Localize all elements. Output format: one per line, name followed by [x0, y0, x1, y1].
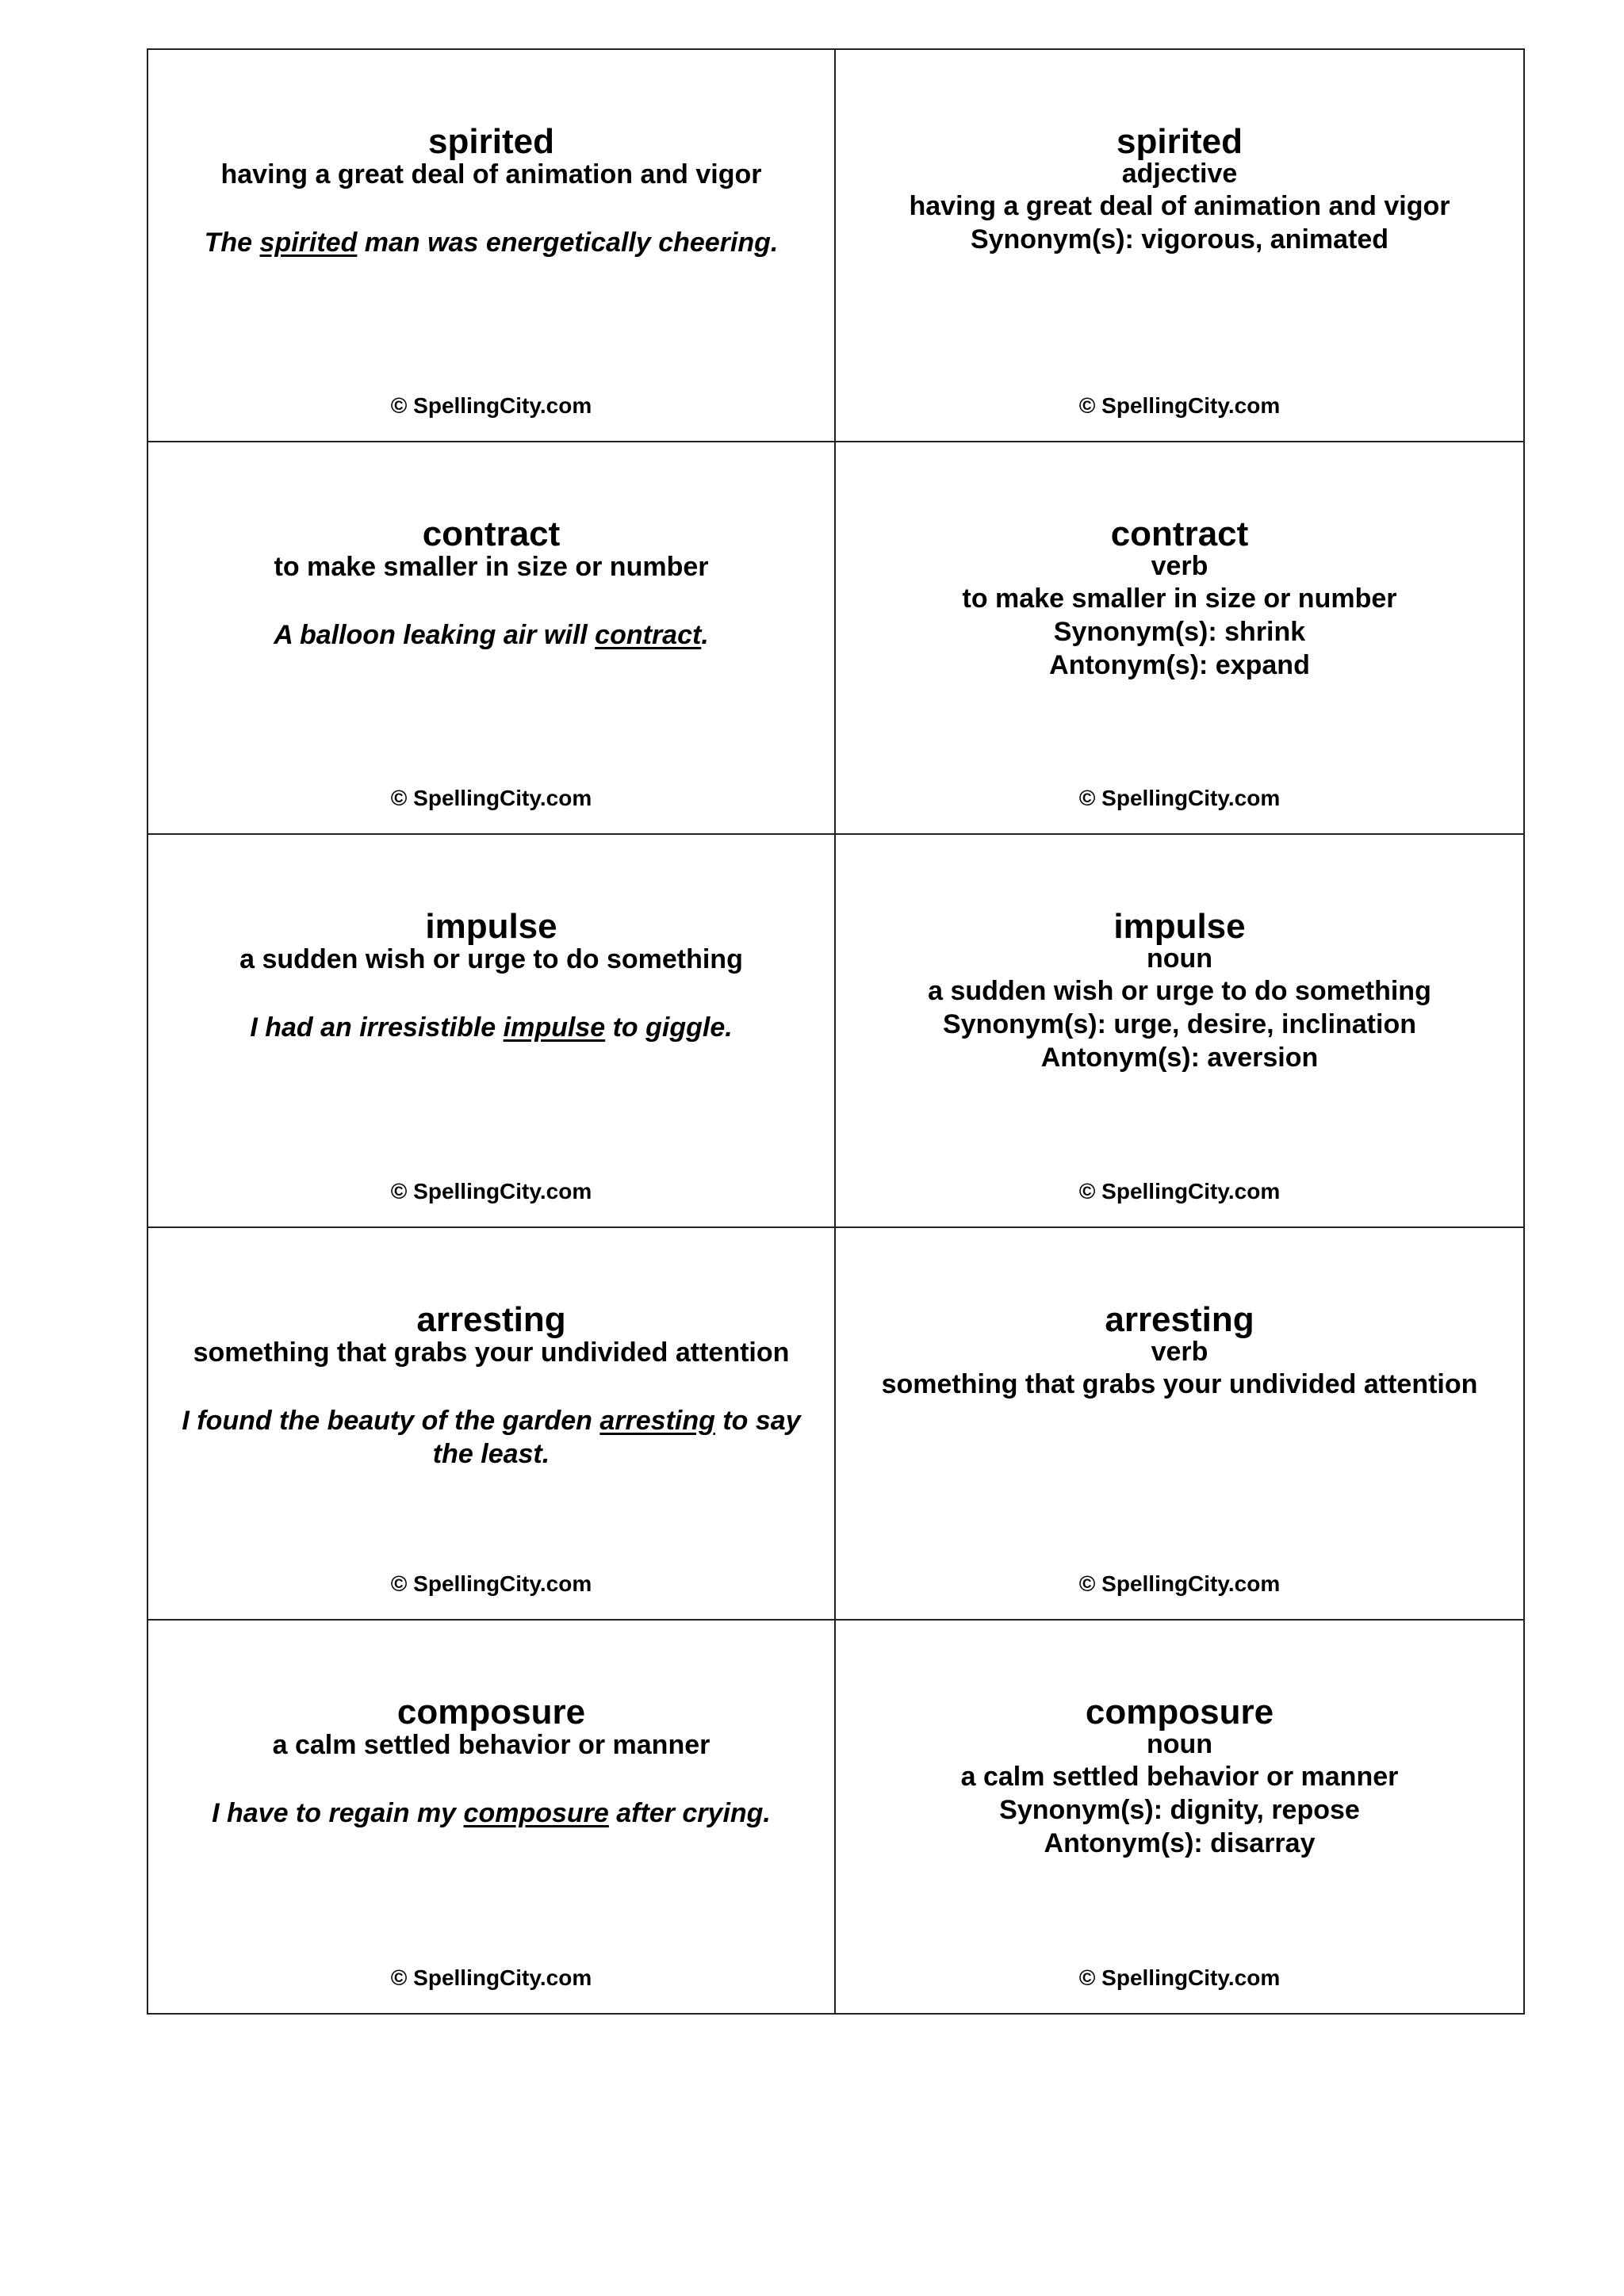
copyright-notice: © SpellingCity.com: [390, 1965, 592, 1990]
card-back-spirited: [836, 50, 1523, 442]
card-synonyms: Synonym(s): urge, desire, inclination: [943, 1009, 1416, 1040]
card-back-composure: [836, 1621, 1523, 2013]
card-definition: a calm settled behavior or manner: [960, 1761, 1399, 1792]
copyright-notice: © SpellingCity.com: [1078, 1965, 1281, 1990]
card-definition: to make smaller in size or number: [274, 552, 709, 583]
card-word: composure: [396, 1692, 586, 1732]
card-word: arresting: [1105, 1299, 1254, 1339]
card-synonyms: Synonym(s): shrink: [1053, 617, 1306, 648]
card-antonyms: Antonym(s): disarray: [1044, 1827, 1316, 1858]
card-front-contract: [148, 442, 836, 835]
copyright-notice: © SpellingCity.com: [390, 1571, 592, 1596]
copyright-notice: © SpellingCity.com: [1078, 1178, 1281, 1203]
card-front-composure: [148, 1621, 836, 2013]
card-example-sentence: I had an irresistible impulse to giggle.: [250, 1012, 733, 1043]
card-part-of-speech: verb: [1151, 551, 1208, 582]
card-synonyms: Synonym(s): dignity, repose: [999, 1794, 1360, 1825]
example-highlighted-word: impulse: [503, 1012, 606, 1043]
card-example-sentence: I have to regain my composure after crying.: [212, 1797, 771, 1828]
card-part-of-speech: verb: [1151, 1336, 1208, 1367]
copyright-notice: © SpellingCity.com: [1078, 393, 1281, 419]
card-word: spirited: [428, 122, 554, 161]
card-antonyms: Antonym(s): aversion: [1040, 1043, 1319, 1073]
card-front-impulse: [148, 835, 836, 1227]
card-part-of-speech: adjective: [1121, 159, 1238, 189]
card-example-sentence: A balloon leaking air will contract.: [274, 620, 709, 651]
card-word: impulse: [1113, 907, 1246, 947]
card-example-sentence: The spirited man was energetically cheering.: [204, 228, 779, 258]
example-highlighted-word: composure: [463, 1797, 609, 1828]
copyright-notice: © SpellingCity.com: [390, 1178, 592, 1203]
card-word: spirited: [1116, 122, 1243, 161]
card-back-impulse: [836, 835, 1523, 1227]
card-word: composure: [1085, 1692, 1274, 1732]
copyright-notice: © SpellingCity.com: [390, 786, 592, 811]
card-front-arresting: [148, 1228, 836, 1621]
copyright-notice: © SpellingCity.com: [1078, 1571, 1281, 1596]
example-highlighted-word: arresting: [599, 1405, 715, 1436]
card-synonyms: Synonym(s): vigorous, animated: [970, 224, 1389, 254]
card-definition: having a great deal of animation and vigor: [909, 191, 1450, 221]
card-definition: having a great deal of animation and vigor: [220, 159, 762, 189]
example-highlighted-word: contract: [595, 620, 702, 651]
card-antonyms: Antonym(s): expand: [1049, 650, 1310, 681]
copyright-notice: © SpellingCity.com: [390, 393, 592, 419]
card-definition: a sudden wish or urge to do something: [928, 976, 1431, 1007]
card-definition: a sudden wish or urge to do something: [239, 944, 743, 975]
card-word: impulse: [425, 907, 557, 947]
card-word: contract: [1110, 515, 1249, 554]
card-part-of-speech: noun: [1146, 1728, 1213, 1759]
example-highlighted-word: spirited: [259, 228, 358, 258]
card-back-contract: [836, 442, 1523, 835]
card-part-of-speech: noun: [1146, 943, 1213, 974]
card-word: contract: [422, 515, 561, 554]
card-definition: a calm settled behavior or manner: [272, 1729, 710, 1760]
card-definition: something that grabs your undivided attention: [881, 1368, 1478, 1399]
card-definition: to make smaller in size or number: [962, 584, 1397, 614]
card-back-arresting: [836, 1228, 1523, 1621]
card-front-spirited: [148, 50, 836, 442]
flashcard-sheet: [147, 48, 1525, 2015]
card-example-sentence: I found the beauty of the garden arresting to say the least.: [182, 1405, 801, 1469]
copyright-notice: © SpellingCity.com: [1078, 786, 1281, 811]
card-word: arresting: [416, 1299, 566, 1339]
card-definition: something that grabs your undivided attention: [193, 1337, 790, 1368]
